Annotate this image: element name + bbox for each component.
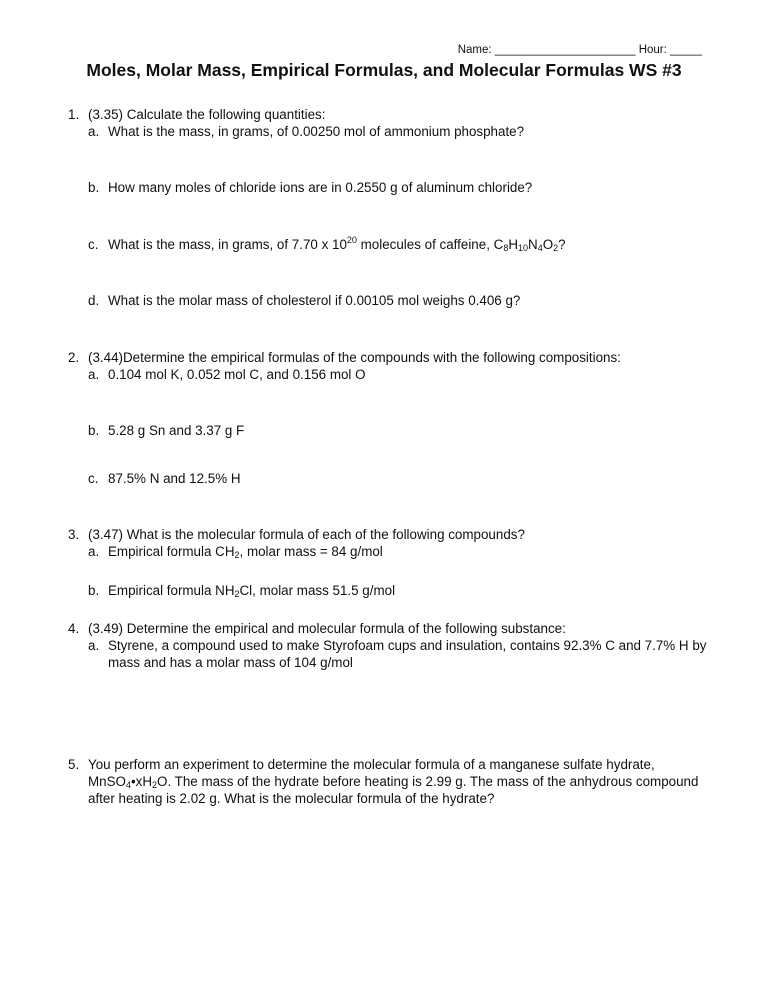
question-number: 2.: [68, 350, 80, 365]
part-text: What is the mass, in grams, of 0.00250 mol of ammonium phosphate?: [108, 124, 525, 139]
question-number: 4.: [68, 621, 80, 636]
part-text: 5.28 g Sn and 3.37 g F: [108, 423, 245, 438]
part-letter: b.: [88, 583, 100, 598]
question-number: 1.: [68, 107, 80, 122]
name-label: Name:: [457, 44, 492, 56]
part-text: What is the molar mass of cholesterol if 0.00105 mol weighs 0.406 g?: [108, 293, 521, 308]
part-text: How many moles of chloride ions are in 0.2550 g of aluminum chloride?: [108, 180, 533, 195]
part-letter: a.: [88, 124, 100, 139]
part-text: Empirical formula $CH_2$, molar mass = 84 g/mol: [108, 544, 383, 560]
name-hour-line: [458, 44, 702, 56]
part-text: Empirical formula $NH_2Cl$, molar mass 51.5 g/mol: [108, 583, 396, 599]
part-letter: a.: [88, 638, 100, 653]
hour-blank: _____: [670, 44, 702, 56]
hour-label: Hour:: [638, 44, 667, 56]
part-text: 87.5% N and 12.5% H: [108, 471, 241, 486]
part-letter: b.: [88, 423, 100, 438]
part-text: 0.104 mol K, 0.052 mol C, and 0.156 mol O: [108, 367, 366, 382]
question-text: You perform an experiment to determine the molecular formula of a manganese sulfate hydrate, $MnSO_4•xH_2O$. The mass of the hydrate before heating is 2.99 g. The mass of the anhydrous compound after heating is 2.02 g. What is the molecular formula of the hydrate?: [88, 757, 699, 806]
question-text: (3.49) Determine the empirical and molecular formula of the following substance:: [88, 621, 566, 636]
question-number: 5.: [68, 757, 80, 772]
part-letter: d.: [88, 293, 100, 308]
question-text: (3.35) Calculate the following quantities:: [88, 107, 326, 122]
question-number: 3.: [68, 527, 80, 542]
part-letter: a.: [88, 544, 100, 559]
part-letter: a.: [88, 367, 100, 382]
part-text: What is the mass, in grams, of 7.70 x $10^{20}$ molecules of caffeine, $C_8H_{10}N_4O_2$?: [108, 235, 566, 253]
question-text: (3.44)Determine the empirical formulas of the compounds with the following compositions:: [88, 350, 621, 365]
part-letter: c.: [88, 237, 99, 252]
part-text: Styrene, a compound used to make Styrofoam cups and insulation, contains 92.3% C and 7.7% H by mass and has a molar mass of 104 g/mol: [108, 638, 707, 670]
part-letter: c.: [88, 471, 99, 486]
page-title: Moles, Molar Mass, Empirical Formulas, and Molecular Formulas WS #3: [86, 60, 682, 80]
name-blank: ______________________: [494, 44, 636, 56]
question-text: (3.47) What is the molecular formula of each of the following compounds?: [88, 527, 525, 542]
part-letter: b.: [88, 180, 100, 195]
